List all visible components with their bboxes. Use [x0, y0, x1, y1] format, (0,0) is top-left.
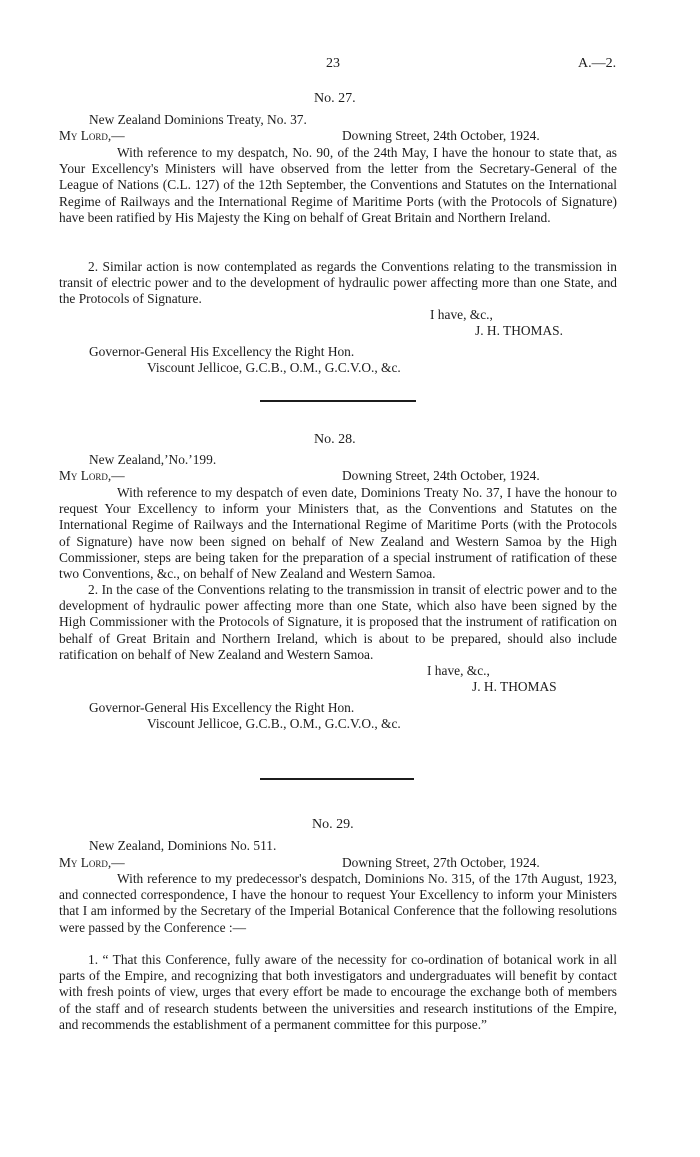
letter-paragraph: 2. In the case of the Conventions relating to the transmission in transit of electric power and to the development of hydraulic power affecting more than one State, which also have been signed by the High Commissioner with the Protocols of Signature, it is proposed that the instrument of ratification on behalf of Great Britain and Northern Ireland, which is about to be prepared, should also include ratification on behalf of New Zealand and Western Samoa. [59, 582, 617, 662]
letter-number: No. 27. [314, 91, 356, 106]
place-date: Downing Street, 24th October, 1924. [342, 128, 540, 143]
page-number: 23 [326, 56, 340, 71]
signature: J. H. THOMAS [472, 679, 557, 694]
letter-reference: New Zealand Dominions Treaty, No. 37. [89, 112, 307, 127]
letter-paragraph: With reference to my predecessor's despatch, Dominions No. 315, of the 17th August, 1923, and connected correspondence, I have the honour to request Your Excellency to inform your Ministers that I am informed by the Secretary of the Imperial Botanical Conference that the following resolutions were passed by the Conference :— [59, 871, 617, 935]
salutation: My Lord,— [59, 128, 125, 143]
section-divider [260, 778, 414, 780]
salutation: My Lord,— [59, 468, 125, 483]
letter-paragraph: With reference to my despatch of even date, Dominions Treaty No. 37, I have the honour to request Your Excellency to inform your Ministers that, as the Conventions and Statutes on the International Regime of Railways and the International Regime of Maritime Ports (with the Protocols of Signature) have now been signed on behalf of New Zealand and Western Samoa by the High Commissioner, steps are being taken for the preparation of a special instrument of ratification of these two Conventions, &c., on behalf of New Zealand and Western Samoa. [59, 485, 617, 582]
addressee: Governor-General His Excellency the Right Hon. [89, 700, 355, 715]
addressee: Viscount Jellicoe, G.C.B., O.M., G.C.V.O., &c. [147, 360, 401, 375]
signature: J. H. THOMAS. [475, 323, 563, 338]
document-reference: A.—2. [578, 56, 617, 71]
letter-reference: New Zealand, Dominions No. 511. [89, 838, 277, 853]
place-date: Downing Street, 27th October, 1924. [342, 855, 540, 870]
addressee: Governor-General His Excellency the Right Hon. [89, 344, 355, 359]
salutation: My Lord,— [59, 855, 125, 870]
letter-paragraph: With reference to my despatch, No. 90, of the 24th May, I have the honour to state that, as Your Excellency's Ministers will have observed from the letter from the Secretary-General of the League of Nations (C.L. 127) of the 12th September, the Conventions and Statutes on the International Regime of Railways and the International Regime of Maritime Ports (with the Protocols of Signature) have been ratified by His Majesty the King on behalf of Great Britain and Northern Ireland. [59, 145, 617, 225]
letter-reference: New Zealand,’No.’199. [89, 452, 217, 467]
place-date: Downing Street, 24th October, 1924. [342, 468, 540, 483]
letter-paragraph: 1. “ That this Conference, fully aware of the necessity for co-ordination of botanical work in all parts of the Empire, and recognizing that both investigators and undergraduates will benefit by contact with fresh points of view, urges that every effort be made to encourage the exchange both of members of the staff and of research students between the universities and research institutions of the Empire, and recommends the establishment of a permanent committee for this purpose.” [59, 952, 617, 1032]
letter-paragraph: 2. Similar action is now contemplated as regards the Conventions relating to the transmission in transit of electric power and to the development of hydraulic power affecting more than one State, and the Protocols of Signature. [59, 259, 617, 307]
letter-number: No. 28. [314, 432, 356, 447]
addressee: Viscount Jellicoe, G.C.B., O.M., G.C.V.O., &c. [147, 716, 401, 731]
section-divider [260, 400, 416, 402]
letter-number: No. 29. [312, 817, 354, 832]
closing: I have, &c., [430, 307, 493, 322]
closing: I have, &c., [427, 663, 490, 678]
